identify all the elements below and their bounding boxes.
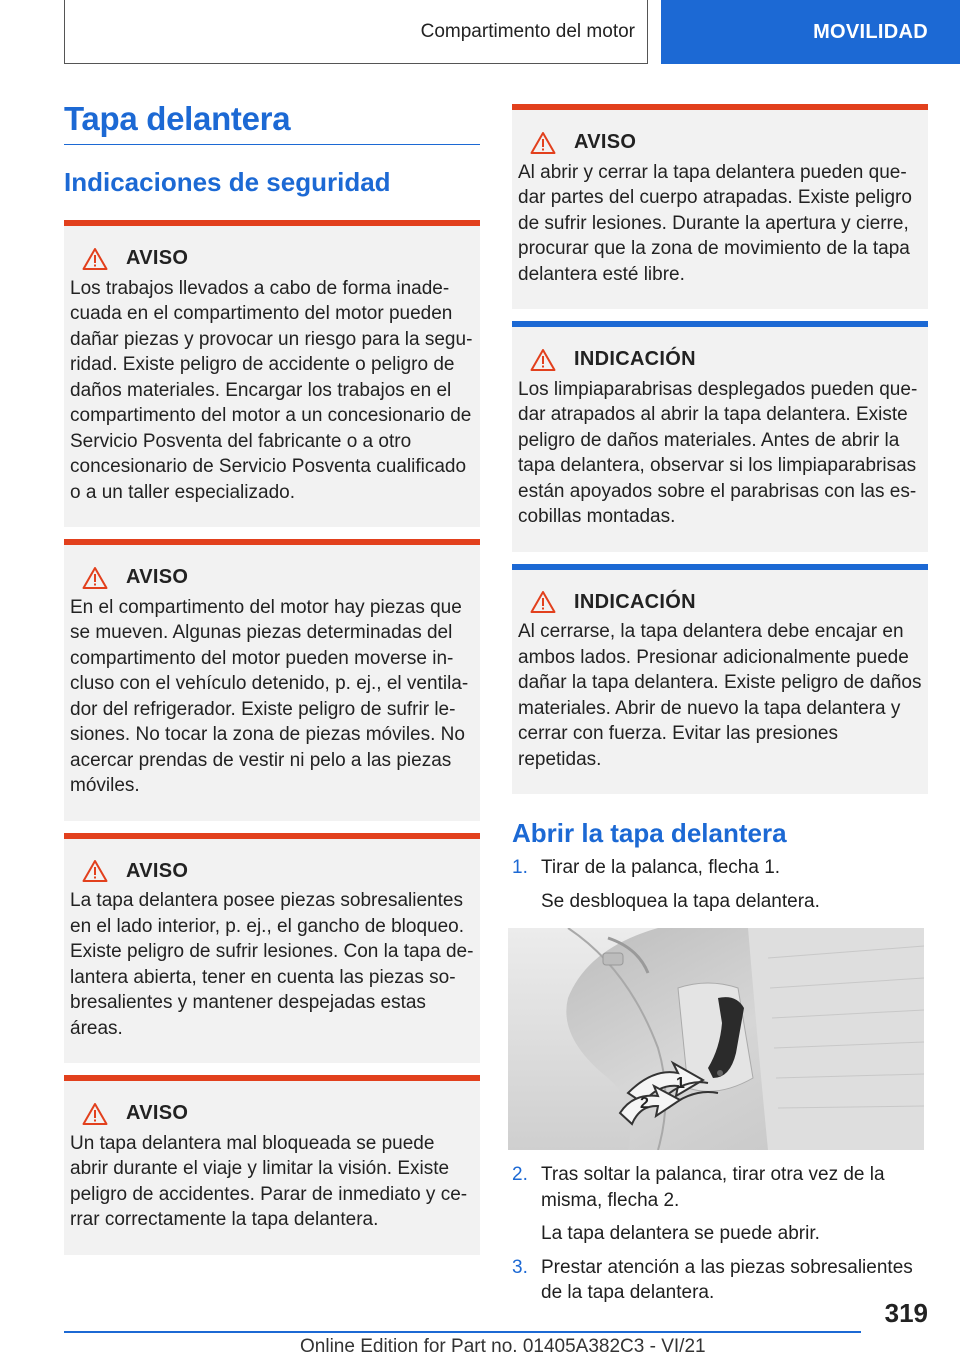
notice-box	[512, 564, 928, 795]
warning-triangle-icon	[82, 247, 108, 271]
notice-triangle-icon	[530, 590, 556, 614]
warning-triangle-icon	[82, 859, 108, 883]
notice-box	[512, 321, 928, 552]
warning-label: AVISO	[126, 247, 189, 269]
notice-text: Al cerrarse, la tapa delantera debe encajar en ambos lados. Presionar adicionalmente puede dañar la tapa delantera. Existe peligro de daños materiales. Abrir de nuevo la tapa delantera y cerrar con fuerza. Evitar las presiones repetidas.	[518, 621, 922, 770]
arrow-1-label: 1	[676, 1075, 685, 1092]
warning-box	[64, 833, 480, 1064]
warning-triangle-icon	[530, 131, 556, 155]
warning-text: Un tapa delantera mal bloqueada se puede abrir durante el viaje y limitar la visión. Existe peligro de accidentes. Parar de inmediato y cerrar correctamente la tapa delantera.	[70, 1132, 468, 1230]
warning-label: AVISO	[126, 1102, 189, 1124]
warning-text: Al abrir y cerrar la tapa delantera pueden quedar partes del cuerpo atrapadas. Existe peligro de sufrir lesiones. Durante la apertura y cierre, procurar que la zona de movimiento de la tapa delantera esté libre.	[518, 161, 912, 285]
page-number: 319	[884, 1298, 928, 1328]
header-category-tab	[661, 0, 960, 64]
warning-header	[530, 130, 922, 156]
step-result: Se desbloquea la tapa delantera.	[541, 890, 820, 912]
open-hood-heading: Abrir la tapa delantera	[512, 818, 787, 848]
notice-header	[530, 347, 922, 373]
warning-header	[82, 565, 474, 591]
step-item	[512, 1162, 928, 1247]
footer-edition: Online Edition for Part no. 01405A382C3 - VI/21	[300, 1336, 706, 1357]
warning-text: La tapa delantera posee piezas sobresalientes en el lado interior, p. ej., el gancho de bloqueo. Existe peligro de sufrir lesiones. Con la tapa delantera abierta, tener en cuenta las piezas sobresalientes y mantener despejadas estas áreas.	[70, 890, 474, 1039]
notice-label: INDICACIÓN	[574, 348, 696, 370]
section-label: Compartimento del motor	[420, 20, 635, 42]
footer-divider	[64, 1331, 861, 1333]
steps-list-continued	[512, 1162, 928, 1306]
step-result: La tapa delantera se puede abrir.	[541, 1223, 820, 1244]
warning-triangle-icon	[82, 1102, 108, 1126]
warning-header	[82, 1101, 474, 1127]
header-section-title	[64, 0, 648, 64]
warning-triangle-icon	[82, 566, 108, 590]
step-item	[512, 1255, 928, 1306]
step-text: Tirar de la palanca, flecha 1.	[541, 857, 781, 878]
warning-box	[64, 1075, 480, 1255]
warning-box	[64, 220, 480, 527]
warning-header	[82, 246, 474, 272]
warning-label: AVISO	[126, 566, 189, 588]
warning-box	[64, 539, 480, 821]
warning-text: Los trabajos llevados a cabo de forma inadecuada en el compartimento del motor pueden dañar piezas y provocar un riesgo para la seguridad. Existe peligro de accidente o peligro de daños materiales. Encargar los trabajos en el compartimento del motor a un concesionario de Servicio Posventa del fabricante o a otro concesionario de Servicio Posventa cualificado o a un taller especializado.	[70, 277, 473, 503]
step-number: 3.	[512, 1256, 528, 1278]
notice-triangle-icon	[530, 348, 556, 372]
notice-header	[530, 590, 922, 616]
step-number: 1.	[512, 857, 528, 878]
arrow-2-label: 2	[640, 1095, 649, 1112]
warning-header	[82, 859, 474, 885]
warning-box	[512, 104, 928, 309]
safety-heading: Indicaciones de seguridad	[64, 167, 391, 197]
steps-list	[512, 855, 928, 914]
hood-release-lever-image	[508, 928, 924, 1150]
step-text: Prestar atención a las piezas sobresalientes de la tapa delantera.	[541, 1256, 913, 1303]
notice-label: INDICACIÓN	[574, 590, 696, 613]
right-column	[512, 104, 928, 1306]
step-item	[512, 855, 928, 914]
page-title: Tapa delantera	[64, 100, 480, 145]
warning-text: En el compartimento del motor hay piezas que se mueven. Algunas piezas determinadas del compartimento del motor pueden moverse incluso con el vehículo detenido, p. ej., el ventilador del refrigerador. Existe peligro de sufrir lesiones. No tocar la zona de piezas móviles. No acercar prendas de vestir ni pelo a las piezas móviles.	[70, 596, 469, 796]
step-number: 2.	[512, 1164, 528, 1185]
notice-text: Los limpiaparabrisas desplegados pueden quedar atrapados al abrir la tapa delantera. Existe peligro de daños materiales. Antes de abrir la tapa delantera, observar si los limpiaparabrisas están apoyados sobre el parabrisas con las escobillas montadas.	[518, 378, 918, 527]
left-column	[64, 100, 480, 1255]
step-text: Tras soltar la palanca, tirar otra vez de la misma, flecha 2.	[541, 1164, 885, 1211]
warning-label: AVISO	[574, 131, 637, 153]
category-label: MOVILIDAD	[813, 20, 928, 43]
warning-label: AVISO	[126, 859, 189, 882]
